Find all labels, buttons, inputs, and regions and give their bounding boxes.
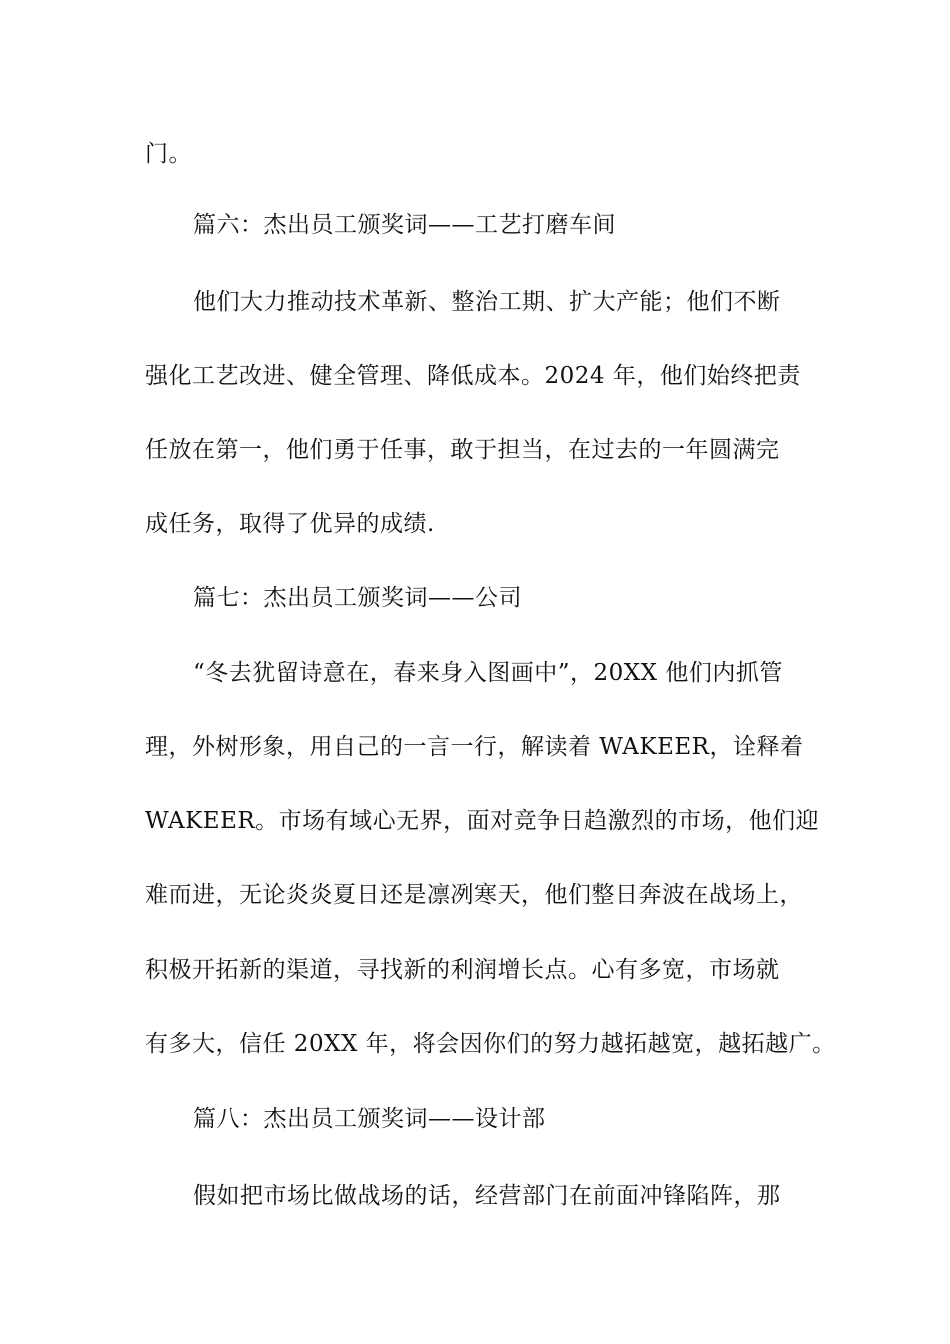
paragraph-line: 积极开拓新的渠道，寻找新的利润增长点。心有多宽，市场就 — [145, 957, 780, 983]
paragraph-line: 假如把市场比做战场的话，经营部门在前面冲锋陷阵，那 — [193, 1183, 781, 1209]
paragraph-line: 强化工艺改进、健全管理、降低成本。2024 年，他们始终把责 — [145, 363, 801, 389]
section-heading-7: 篇七：杰出员工颁奖词——公司 — [193, 585, 522, 611]
paragraph-line: WAKEER。市场有域心无界，面对竞争日趋激烈的市场，他们迎 — [145, 808, 820, 834]
paragraph-line: 成任务，取得了优异的成绩. — [145, 511, 435, 537]
paragraph-line: 任放在第一，他们勇于任事，敢于担当，在过去的一年圆满完 — [145, 437, 780, 463]
paragraph-line: “冬去犹留诗意在，春来身入图画中”，20XX 他们内抓管 — [193, 660, 783, 686]
section-heading-6: 篇六：杰出员工颁奖词——工艺打磨车间 — [193, 212, 616, 238]
section-heading-8: 篇八：杰出员工颁奖词——设计部 — [193, 1106, 546, 1132]
paragraph-line: 难而进，无论炎炎夏日还是凛冽寒天，他们整日奔波在战场上， — [145, 882, 803, 908]
paragraph-line: 门。 — [145, 141, 192, 167]
paragraph-line: 他们大力推动技术革新、整治工期、扩大产能；他们不断 — [193, 289, 781, 315]
paragraph-line: 有多大，信任 20XX 年，将会因你们的努力越拓越宽，越拓越广。 — [145, 1031, 836, 1057]
paragraph-line: 理，外树形象，用自己的一言一行，解读着 WAKEER，诠释着 — [145, 734, 804, 760]
